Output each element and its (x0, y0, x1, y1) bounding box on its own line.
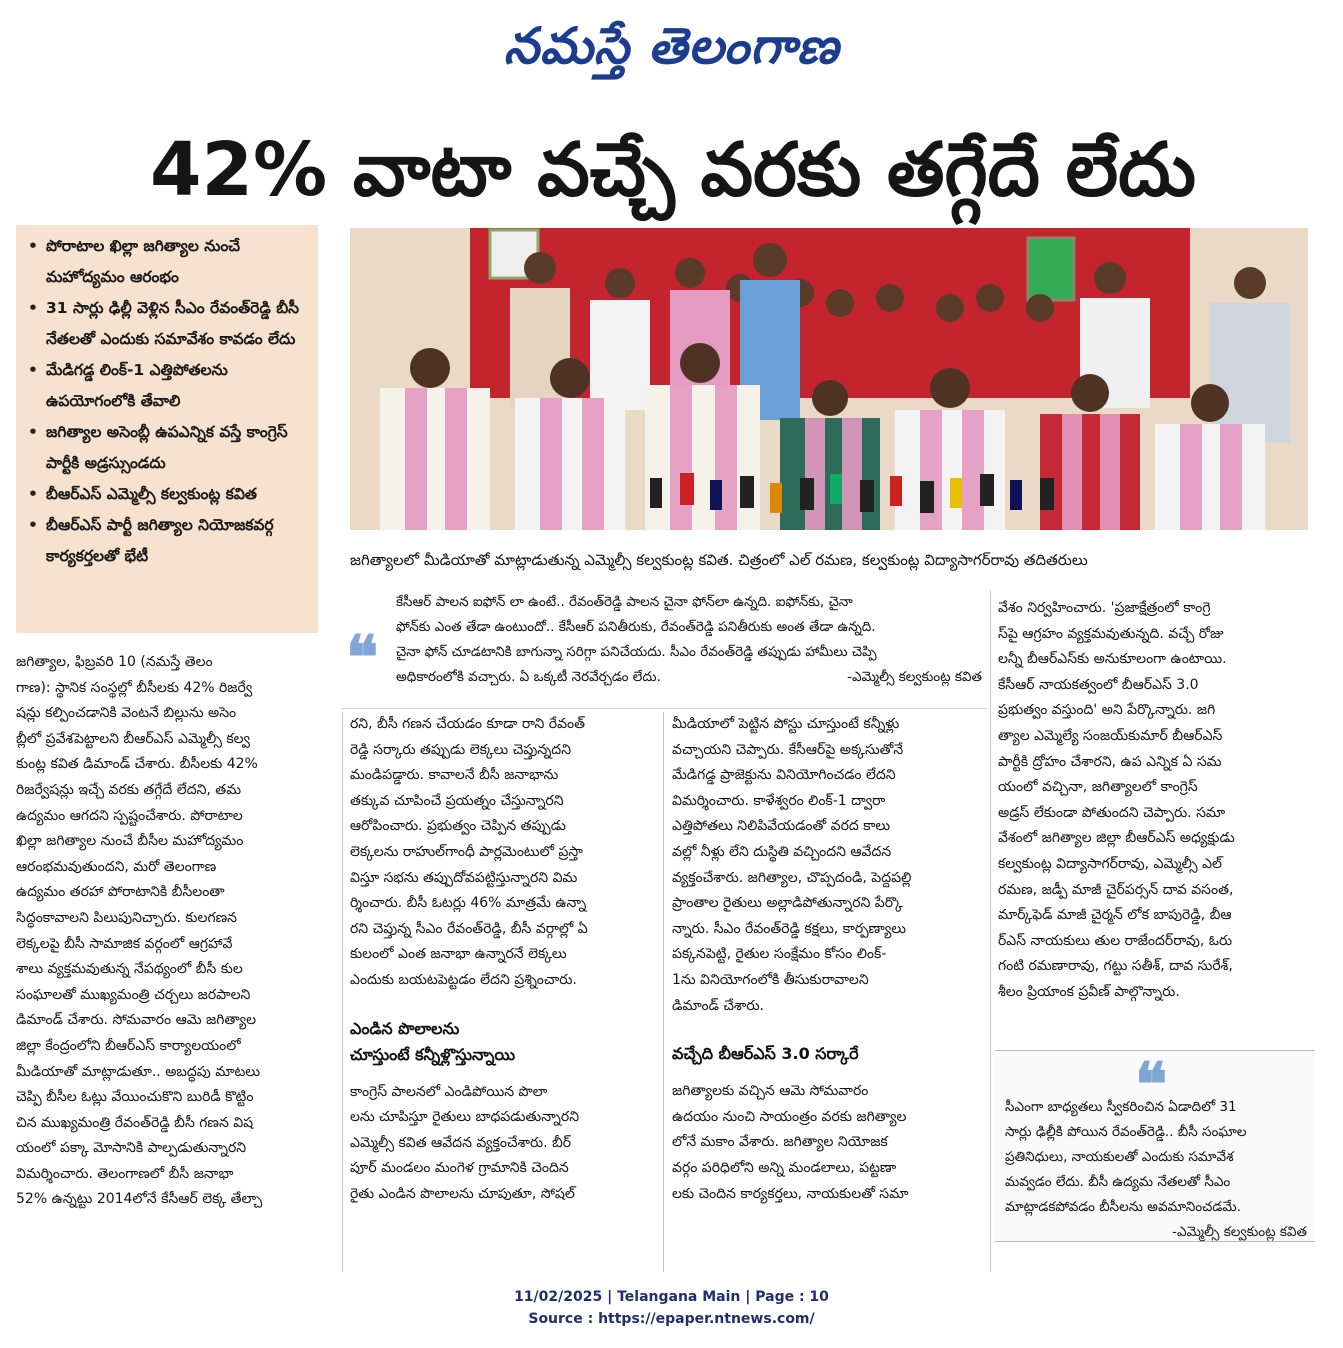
edition-info: 11/02/2025 | Telangana Main | Page : 10 (514, 1289, 829, 1305)
highlight-item: • పోరాటాల ఖిల్లా జగిత్యాల నుంచే మహోద్యమం ఆరంభం (28, 231, 308, 293)
quote-line: సీఎంగా బాధ్యతలు స్వీకరించిన ఏడాదిలో 31 (1005, 1099, 1237, 1115)
text-line: రమణ, జడ్పీ మాజీ చైర్‌పర్సన్‌ దావ వసంత, (998, 881, 1234, 898)
quote-line: ఫోన్‌కు ఎంత తేడా ఉంటుందో.. కేసీఆర్‌ పనితీరుకు, రేవంత్‌రెడ్డి పనితీరుకు అంత తేడా ఉన్నది. (396, 619, 876, 635)
text-line: మీడియాతో మాట్లాడుతూ.. అబద్ధపు మాటలు (16, 1063, 261, 1080)
text-line: విస్తూ సభను తప్పుదోవపట్టిస్తున్నారని విమ (350, 869, 578, 886)
portrait-frame (1028, 238, 1074, 300)
text-line: రిజర్వేషన్లు ఇచ్చే వరకు తగ్గేదే లేదని, తమ (16, 781, 242, 798)
text-line: మండిపడ్డారు. కావాలనే బీసీ జనాభాను (350, 767, 559, 784)
quote-attribution: -ఎమ్మెల్సీ కల్వకుంట్ల కవిత (847, 669, 982, 685)
text-line: రైతు ఎండిన పొలాలను చూపుతూ, సోషల్‌ (350, 1185, 575, 1202)
text-line: కులంలో ఎంత జనాభా ఉన్నారనే లెక్కలు (350, 946, 567, 963)
text-line: 52% ఉన్నట్టు 2014లోనే కేసీఆర్‌ లెక్క తేల్చా (16, 1191, 263, 1208)
text-line: వల్లో నీళ్లు లేని దుస్థితి వచ్చిందని ఆవేదన (672, 843, 892, 860)
text-line: లెక్కలను రాహుల్‌గాంధీ పార్లమెంటులో ప్రస్తా (350, 843, 583, 860)
text-line: లెక్కలపై బీసీ సామాజిక వర్గంలో ఆగ్రహావే (16, 935, 233, 952)
text-line: లకు చెందిన కార్యకర్తలు, నాయకులతో సమా (672, 1185, 909, 1202)
text-line: యంలో వచ్చినా, జగిత్యాలలో కాంగ్రెస్‌ (998, 779, 1198, 796)
page-footer (0, 1286, 1343, 1330)
text-line: గంటి రమణారావు, గట్టు సతీశ్‌, దావ సురేశ్‌, (998, 958, 1233, 975)
press-meet-illustration (350, 228, 1308, 530)
text-line: కాంగ్రెస్‌ పాలనలో ఎండిపోయిన పొలా (350, 1083, 548, 1100)
text-line: ప్రభుత్వం వస్తుంది' అని పేర్కొన్నారు. జగి (998, 702, 1216, 719)
text-line: త్యాల ఎమ్మెల్యే సంజయ్‌కుమార్‌ బీఆర్‌ఎస్‌ (998, 727, 1223, 744)
text-line: మేడిగడ్డ ప్రాజెక్టును వినియోగించడం లేదని (672, 767, 896, 784)
highlights-box (16, 225, 318, 633)
masthead-logo: నమస్తే తెలంగాణ (503, 17, 840, 75)
text-line: కుంట్ల కవిత డిమాండ్‌ చేశారు. బీసీలకు 42% (16, 756, 258, 773)
text-line: శాలు వ్యక్తమవుతున్న నేపథ్యంలో బీసీ కుల (16, 961, 243, 978)
text-line: మీడియాలో పెట్టిన పోస్టు చూస్తుంటే కన్నీళ్లు (672, 716, 900, 732)
text-line: ప్రాంతాల రైతులు అల్లాడిపోతున్నారని పేర్కొ (672, 895, 903, 912)
section-rule (342, 708, 988, 709)
text-line: ఆరంభమవుతుందని, మరో తెలంగాణ (16, 858, 217, 875)
text-line: జిల్లా కేంద్రంలోని బీఆర్‌ఎస్‌ కార్యాలయంలో (16, 1037, 241, 1054)
text-line: 1ను వినియోగంలోకి తీసుకురావాలని (672, 971, 869, 988)
text-line: చిన ముఖ్యమంత్రి రేవంత్‌రెడ్డి బీసీ గణన విష (16, 1114, 254, 1131)
text-line: డిమాండ్‌ చేశారు. సోమవారం ఆమె జగిత్యాల (16, 1012, 257, 1029)
text-line: రని చెప్తున్న సీఎం రేవంత్‌రెడ్డి, బీసీ వర్గాల్లో ఏ (350, 920, 588, 937)
pull-quote (995, 1050, 1315, 1242)
text-line: ఎందుకు బయటపెట్టడం లేదని ప్రశ్నించారు. (350, 971, 577, 988)
text-line: వేశంలో జగిత్యాల జిల్లా బీఆర్‌ఎస్‌ అధ్యక్షుడు (998, 830, 1235, 847)
text-line: విమర్శించారు. తెలంగాణలో బీసీ జనాభా (16, 1165, 234, 1182)
quote-line: కేసీఆర్‌ పాలన ఐఫోన్‌ లా ఉంటే.. రేవంత్‌రెడ్డి పాలన చైనా ఫోన్‌లా ఉన్నది. ఐఫోన్‌కు, చైనా (396, 594, 853, 610)
quote-attribution: -ఎమ్మెల్సీ కల్వకుంట్ల కవిత (1172, 1224, 1307, 1240)
section-subhead: ఎండిన పొలాలను (350, 1018, 460, 1038)
quote-line: సార్లు ఢిల్లీకి పోయిన రేవంత్‌రెడ్డి.. బీసీ సంఘాల (1005, 1124, 1247, 1140)
column-rule (342, 712, 343, 1272)
text-line: డిమాండ్‌ చేశారు. (672, 997, 765, 1014)
text-line: ఖిల్లా జగిత్యాల నుంచే బీసీల మహోద్యమం (16, 833, 244, 850)
text-line: గాణ): స్థానిక సంస్థల్లో బీసీలకు 42% రిజర్వే (16, 679, 253, 696)
article-column-3 (672, 712, 982, 1272)
column-rule (663, 712, 664, 1272)
text-line: ఉదయం నుంచి సాయంత్రం వరకు జగిత్యాల (672, 1108, 907, 1125)
text-line: చెప్పి బీసీల ఓట్లు వేయించుకొని బురిడీ కొట్టిం (16, 1089, 254, 1106)
text-line: రెడ్డి సర్కారు తప్పుడు లెక్కలు చెప్తున్నదని (350, 741, 572, 758)
text-line: సంఘాలతో ముఖ్యమంత్రి చర్చలు జరపాలని (16, 986, 251, 1003)
press-meet-photo (350, 228, 1308, 530)
section-subhead: వచ్చేది బీఆర్‌ఎస్‌ 3.0 సర్కారే (672, 1044, 859, 1064)
text-line: రని, బీసీ గణన చేయడం కూడా రాని రేవంత్‌ (350, 716, 586, 732)
text-line: కల్వకుంట్ల విద్యాసాగర్‌రావు, ఎమ్మెల్సీ ఎల్‌ (998, 855, 1222, 872)
text-line: లన్నీ బీఆర్‌ఎస్‌కు అనుకూలంగా ఉంటాయి. (998, 651, 1227, 668)
article-column-1 (16, 650, 334, 1260)
article-column-2 (350, 712, 656, 1272)
text-line: విమర్శించారు. కాళేశ్వరం లింక్‌-1 ద్వారా (672, 792, 886, 809)
headline: 42% వాటా వచ్చే వరకు తగ్గేదే లేదు (150, 127, 1196, 213)
text-line: బ్లీలో ప్రవేశపెట్టాలని బీఆర్‌ఎస్‌ ఎమ్మెల్సీ కల్వ (16, 730, 251, 747)
text-line: జగిత్యాలకు వచ్చిన ఆమె సోమవారం (672, 1083, 869, 1100)
text-line: కేసీఆర్‌ నాయకత్వంలో బీఆర్‌ఎస్‌ 3.0 (998, 676, 1199, 693)
text-line: ఎత్తిపోతలు నిలిపివేయడంతో వరద కాలు (672, 818, 891, 835)
text-line: వ్యక్తంచేశారు. జగిత్యాల, చొప్పదండి, పెద్దపల్లి (672, 869, 912, 886)
text-line: వచ్చాయని చెప్పారు. కేసీఆర్‌పై అక్కసుతోనే (672, 741, 904, 758)
highlight-item: • మేడిగడ్డ లింక్‌-1 ఎత్తిపోతలను ఉపయోగంలోకి తేవాలి (28, 355, 308, 417)
text-line: తక్కువ చూపించే ప్రయత్నం చేస్తున్నారని (350, 792, 564, 809)
text-line: మార్క్‌ఫెడ్‌ మాజీ చైర్మన్‌ లోక బాపురెడ్డి, బీఆ (998, 907, 1232, 924)
text-line: లను చూపిస్తూ రైతులు బాధపడుతున్నారని (350, 1109, 580, 1126)
text-line: పూర్‌ మండలం మంగెళ గ్రామానికి చెందిన (350, 1160, 569, 1177)
text-line: యంలో పక్కా మోసానికి పాల్పడుతున్నారని (16, 1140, 247, 1157)
quote-line: ప్రతినిధులు, నాయకులతో ఎందుకు సమావేశ (1005, 1149, 1234, 1165)
quote-line: అధికారంలోకి వచ్చారు. ఏ ఒక్కటీ నెరవేర్చడం లేదు. (396, 669, 661, 685)
text-line: ర్‌ఎస్‌ నాయకులు తుల రాజేందర్‌రావు, ఓరు (998, 932, 1233, 949)
quote-mark-icon: ❝ (1135, 1050, 1168, 1120)
text-line: అడ్రస్‌ లేకుండా పోతుందని చెప్పారు. సమా (998, 804, 1226, 821)
quote-line: చైనా ఫోన్‌ చూడటానికి బాగున్నా సరిగ్గా పనిచేయదు. సీఎం రేవంత్‌రెడ్డి తప్పుడు హామీలు చెప్పి (396, 644, 877, 660)
text-line: న్నారు. సీఎం రేవంత్‌రెడ్డి కక్షలు, కార్పణ్యాలు (672, 920, 907, 937)
text-line: పక్కనపెట్టి, రైతుల సంక్షేమం కోసం లింక్‌- (672, 946, 887, 963)
pull-quote (342, 590, 982, 708)
text-line: ఎమ్మెల్సీ కవిత ఆవేదన వ్యక్తంచేశారు. బీర్‌ (350, 1134, 572, 1151)
text-line: శీలం ప్రియాంక ప్రవీణ్‌ పాల్గొన్నారు. (998, 983, 1180, 1000)
text-line: ర్శించారు. బీసీ ఓటర్లు 46% మాత్రమే ఉన్నా (350, 895, 587, 912)
text-line: స్‌పై ఆగ్రహం వ్యక్తమవుతున్నది. వచ్చే రోజు (998, 625, 1224, 642)
text-line: సిద్ధంకావాలని పిలుపునిచ్చారు. కులగణన (16, 909, 237, 926)
quote-mark-icon: ❝ (346, 623, 379, 693)
quote-line: మాట్లాడకపోవడం బీసీలను అవమానించడమే. (1005, 1199, 1241, 1215)
text-line: లోనే మకాం వేశారు. జగిత్యాల నియోజక (672, 1134, 888, 1151)
text-line: షన్లు కల్పించడానికి వెంటనే బిల్లును అసెం (16, 705, 237, 722)
text-line: ఉద్యమం ఆగదని స్పష్టంచేశారు. పోరాటాల (16, 807, 243, 824)
source-link[interactable]: Source : https://epaper.ntnews.com/ (528, 1311, 815, 1327)
highlight-item: • బీఆర్‌ఎస్‌ ఎమ్మెల్సీ కల్వకుంట్ల కవిత (28, 479, 308, 510)
text-line: వర్గం పరిధిలోని అన్ని మండలాలు, పట్టణా (672, 1159, 897, 1176)
text-line: వేశం నిర్వహించారు. 'ప్రజాక్షేత్రంలో కాంగ్రె (998, 600, 1211, 616)
quote-line: మవ్వడం లేదు. బీసీ ఉద్యమ నేతలతో సీఎం (1005, 1174, 1231, 1190)
article-column-4 (998, 596, 1316, 1036)
text-line: జగిత్యాల, ఫిబ్రవరి 10 (నమస్తే తెలం (16, 654, 213, 670)
section-subhead: చూస్తుంటే కన్నీళ్లొస్తున్నాయి (350, 1044, 516, 1064)
highlight-item: • బీఆర్‌ఎస్‌ పార్టీ జగిత్యాల నియోజకవర్గ కార్యకర్తలతో భేటీ (28, 510, 308, 572)
text-line: ఆరోపించారు. ప్రభుత్వం చెప్పిన తప్పుడు (350, 818, 566, 835)
photo-caption: జగిత్యాలలో మీడియాతో మాట్లాడుతున్న ఎమ్మెల్సీ కల్వకుంట్ల కవిత. చిత్రంలో ఎల్‌ రమణ, కల్వకుంట్ల విద్యాసాగర్‌రావు తదితరులు (350, 551, 1088, 569)
column-rule (990, 590, 991, 1272)
highlight-item: • 31 సార్లు ఢిల్లీ వెళ్లిన సీఎం రేవంత్‌రెడ్డి బీసీ నేతలతో ఎందుకు సమావేశం కావడం లేదు (28, 293, 308, 355)
text-line: ఉద్యమం తరహా పోరాటానికి బీసీలంతా (16, 884, 225, 901)
text-line: పార్టీకి ద్రోహం చేశారని, ఉప ఎన్నిక ఏ సమ (998, 753, 1222, 770)
highlight-item: • జగిత్యాల అసెంబ్లీ ఉపఎన్నిక వస్తే కాంగ్రెస్‌ పార్టీకి అడ్రస్సుండదు (28, 417, 308, 479)
